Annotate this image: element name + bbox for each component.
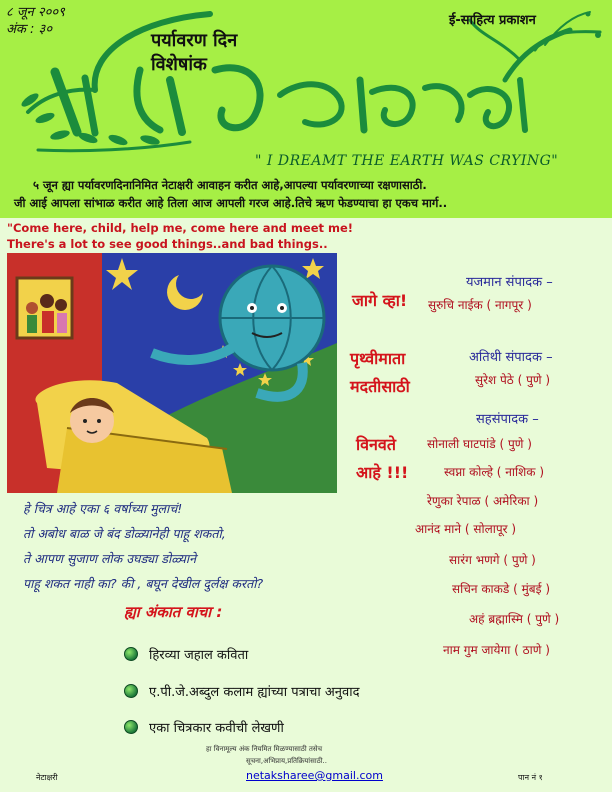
english-quote-line2: There's a lot to see good things..and bad things..: [7, 237, 328, 251]
intro-line2: जी आई आपला सांभाळ करीत आहे तिला आज आपली गरज आहे.तिचे ऋण फेडण्याचा हा एकच मार्ग..: [14, 196, 448, 210]
special-edition-line2: विशेषांक: [151, 54, 207, 75]
guest-editor-role: अतिथी संपादक –: [469, 350, 553, 365]
co-editor-name: नाम गुम जायेगा ( ठाणे ): [443, 643, 550, 657]
co-editor-name: आनंद माने ( सोलापूर ): [415, 522, 517, 536]
appeal-is: आहे !!!: [356, 463, 409, 482]
appeal-help: मदतीसाठी: [350, 377, 410, 396]
subscribe-note-line2: सूचना,अभिप्राय,प्रतिक्रियांसाठी..: [246, 757, 327, 765]
contents-item[interactable]: [124, 645, 248, 663]
page-number: पान नं १: [518, 773, 543, 782]
tagline: " I DREAMT THE EARTH WAS CRYING": [255, 153, 559, 169]
contents-item-label: एका चित्रकार कवीची लेखणी: [149, 721, 284, 736]
footer-publication-name: नेटाक्षरी: [36, 773, 58, 782]
contents-item-label: हिरव्या जहाल कविता: [149, 648, 249, 663]
guest-editor-name: सुरेश पेठे ( पुणे ): [475, 373, 551, 387]
globe-bullet-icon: [124, 720, 138, 734]
issue-number: अंक : ३०: [6, 22, 53, 37]
co-editor-name: रेणुका रेपाळ ( अमेरिका ): [427, 494, 539, 508]
contents-item-label: ए.पी.जे.अब्दुल कलाम ह्यांच्या पत्राचा अनुवाद: [149, 685, 360, 700]
painting-caption-line2: तो अबोध बाळ जे बंद डोळ्यानेही पाहू शकतो,: [23, 526, 226, 541]
co-editor-name: सचिन काकडे ( मुंबई ): [452, 582, 551, 596]
globe-bullet-icon: [124, 647, 138, 661]
subscribe-note-line1: हा विनामूल्य अंक नियमित मिळण्यासाठी तसेच: [206, 745, 323, 753]
appeal-plead: विनवते: [356, 435, 396, 454]
host-editor-name: सुरुचि नाईक ( नागपूर ): [428, 298, 532, 312]
globe-bullet-icon: [124, 684, 138, 698]
special-edition-line1: पर्यावरण दिन: [151, 30, 238, 51]
english-quote-line1: "Come here, child, help me, come here and meet me!: [7, 221, 354, 235]
co-editor-name: स्वप्ना कोल्हे ( नाशिक ): [444, 465, 545, 479]
appeal-wake: जागे व्हा!: [352, 291, 408, 310]
painting-caption-line4: पाहू शकत नाही का? की , बघून देखील दुर्लक्ष करतो?: [23, 576, 264, 591]
appeal-earth: पृथ्वीमाता: [350, 349, 406, 368]
issue-date: ८ जून २००९: [6, 5, 65, 20]
host-editor-role: यजमान संपादक –: [466, 275, 553, 290]
co-editor-role: सहसंपादक –: [476, 412, 539, 427]
co-editor-name: सोनाली घाटपांडे ( पुणे ): [427, 437, 532, 451]
intro-line1: ५ जून ह्या पर्यावरणदिनानिमित नेटाक्षरी आवाहन करीत आहे,आपल्या पर्यावरणाच्या रक्षणासाठी.: [33, 178, 427, 192]
child-painting: [7, 253, 337, 493]
painting-caption-line1: हे चित्र आहे एका ६ वर्षाच्या मुलाचं!: [23, 501, 183, 516]
contents-heading: ह्या अंकात वाचा :: [124, 603, 223, 621]
co-editor-name: सारंग भणगे ( पुणे ): [449, 553, 536, 567]
publisher-name: ई-साहित्य प्रकाशन: [449, 13, 536, 28]
contents-item[interactable]: [124, 718, 284, 736]
contact-email-link[interactable]: netaksharee@gmail.com: [246, 769, 383, 782]
co-editor-name: अहं ब्रह्मास्मि ( पुणे ): [469, 612, 560, 626]
contents-item[interactable]: [124, 682, 360, 700]
painting-caption-line3: ते आपण सुजाण लोक उघड्या डोळ्याने: [23, 551, 197, 566]
